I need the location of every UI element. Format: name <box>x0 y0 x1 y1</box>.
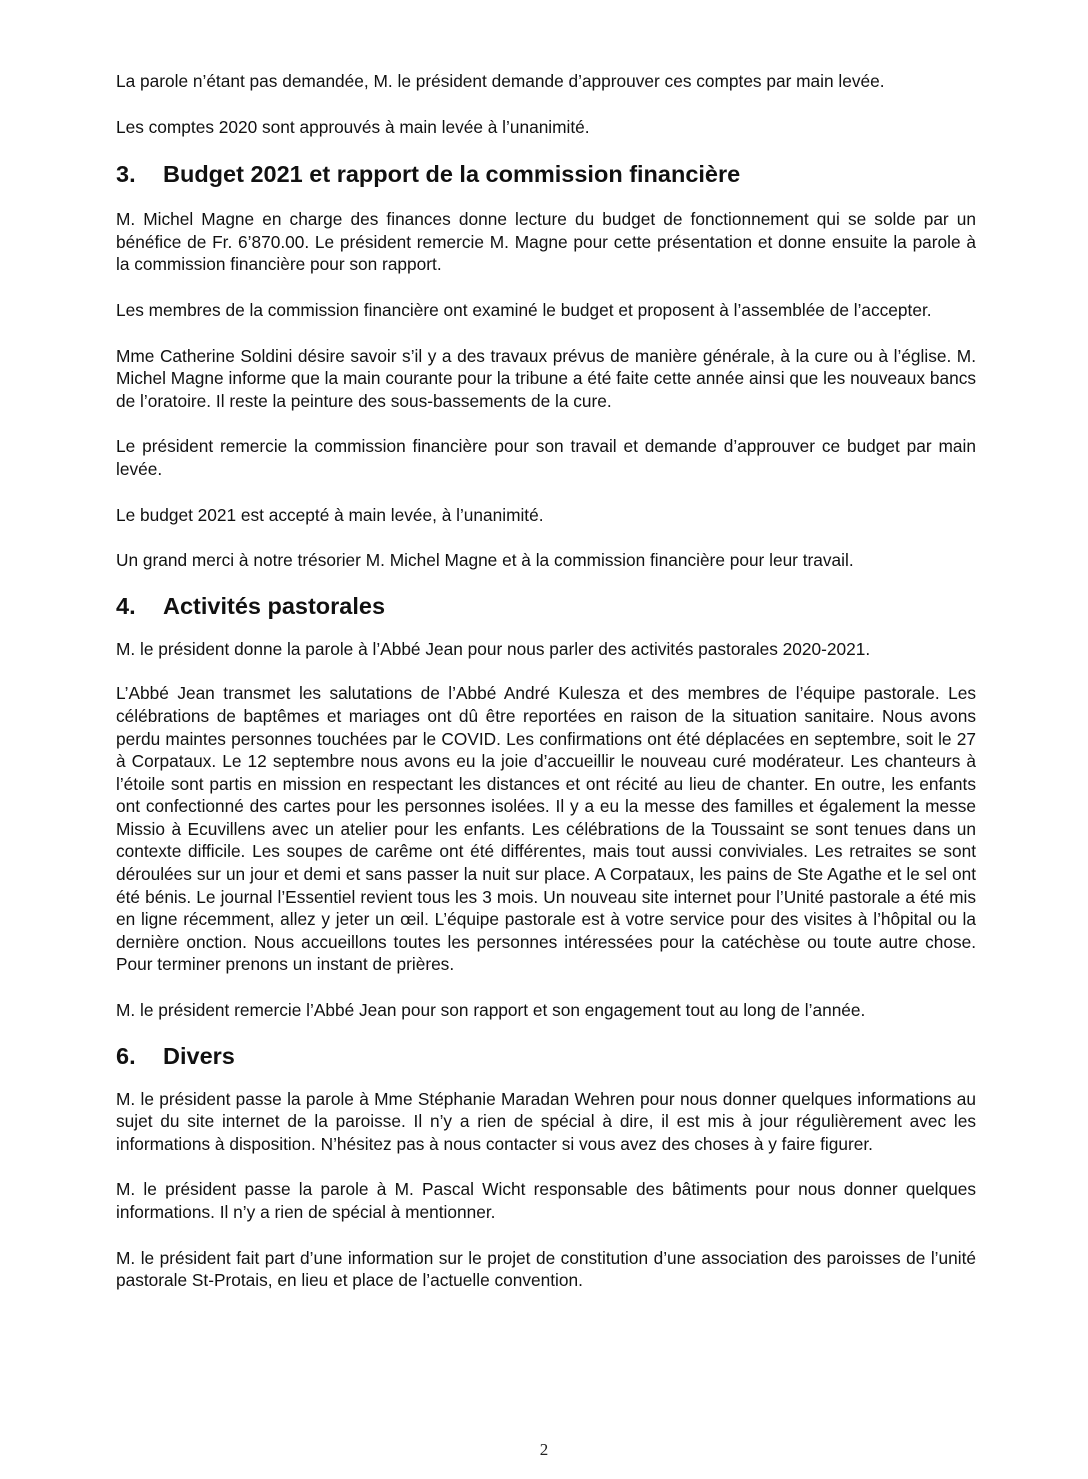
paragraph: M. le président passe la parole à Mme Stéphanie Maradan Wehren pour nous donner quelques informations au sujet du site internet de la paroisse. Il n’y a rien de spécial à dire, il est mis à jour régulièrement avec les informations à disposition. N’hésitez pas à nous contacter si vous avez des choses à y faire figurer. <box>116 1088 976 1154</box>
paragraph: M. le président fait part d’une information sur le projet de constitution d’une association des paroisses de l’unité pastorale St-Protais, en lieu et place de l’actuelle convention. <box>116 1247 976 1291</box>
section-heading-budget <box>116 160 976 188</box>
paragraph: La parole n’étant pas demandée, M. le président demande d’approuver ces comptes par main levée. <box>116 71 885 91</box>
paragraph: M. Michel Magne en charge des finances donne lecture du budget de fonctionnement qui se solde par un bénéfice de Fr. 6’870.00. Le président remercie M. Magne pour cette présentation et donne ensuite la parole à la commission financière pour son rapport. <box>116 209 976 275</box>
paragraph: M. le président donne la parole à l’Abbé Jean pour nous parler des activités pastorales 2020-2021. <box>116 638 871 659</box>
section-heading-activites <box>116 592 976 620</box>
paragraph: M. le président remercie l’Abbé Jean pour son rapport et son engagement tout au long de l’année. <box>116 1000 866 1021</box>
paragraph: Les membres de la commission financière ont examiné le budget et proposent à l’assemblée de l’accepter. <box>116 299 932 320</box>
paragraph: M. le président passe la parole à M. Pascal Wicht responsable des bâtiments pour nous donner quelques informations. Il n’y a rien de spécial à mentionner. <box>116 1179 976 1222</box>
paragraph: Le président remercie la commission financière pour son travail et demande d’approuver ce budget par main levée. <box>116 436 976 479</box>
section-number: 6. <box>116 1042 136 1069</box>
paragraph: Mme Catherine Soldini désire savoir s’il y a des travaux prévus de manière générale, à la cure ou à l’église. M. Michel Magne informe que la main courante pour la tribune a été faite cette année ainsi que les nouveaux bancs de l’oratoire. Il reste la peinture des sous-bassements de la cure. <box>116 345 976 411</box>
section-number: 4. <box>116 592 136 619</box>
document-page <box>116 70 976 1292</box>
section-title: Budget 2021 et rapport de la commission financière <box>163 161 741 188</box>
page-number: 2 <box>539 1440 549 1459</box>
paragraph: Un grand merci à notre trésorier M. Michel Magne et à la commission financière pour leur travail. <box>116 550 854 571</box>
section-title: Divers <box>163 1042 235 1069</box>
paragraph: Les comptes 2020 sont approuvés à main levée à l’unanimité. <box>116 116 590 137</box>
section-title: Activités pastorales <box>163 592 386 619</box>
section-number: 3. <box>116 161 136 188</box>
paragraph: L’Abbé Jean transmet les salutations de l’Abbé André Kulesza et des membres de l’équipe pastorale. Les célébrations de baptêmes et mariages ont dû être reportées en raison de la situation sanitaire. Nous avons perdu maintes personnes touchées par le COVID. Les confirmations ont été déplacées en septembre, soit le 27 à Corpataux. Le 12 septembre nous avons eu la joie d’accueillir le nouveau curé modérateur. Les chanteurs à l’étoile sont partis en mission en respectant les distances et ont récité au lieu de chanter. En outre, les enfants ont confectionné des cartes pour les personnes isolées. Il y a eu la messe des familles et également la messe Missio à Ecuvillens avec un atelier pour les enfants. Les célébrations de la Toussaint se sont tenues dans un contexte difficile. Les soupes de carême ont été différentes, mais tout aussi conviviales. Les retraites se sont déroulées sur un jour et demi et sans passer la nuit sur place. A Corpataux, les pains de Ste Agathe et le sel ont été bénis. Le journal l’Essentiel revient tous les 3 mois. Un nouveau site internet pour l’Unité pastorale a été mis en ligne récemment, allez y jeter un œil. L’équipe pastorale est à votre service pour des visites à l’hôpital ou la dernière onction. Nous accueillons toutes les personnes intéressées pour la catéchèse ou toute autre chose. Pour terminer prenons un instant de prières. <box>116 683 976 975</box>
paragraph: Le budget 2021 est accepté à main levée, à l’unanimité. <box>116 504 544 525</box>
section-heading-divers <box>116 1042 976 1070</box>
